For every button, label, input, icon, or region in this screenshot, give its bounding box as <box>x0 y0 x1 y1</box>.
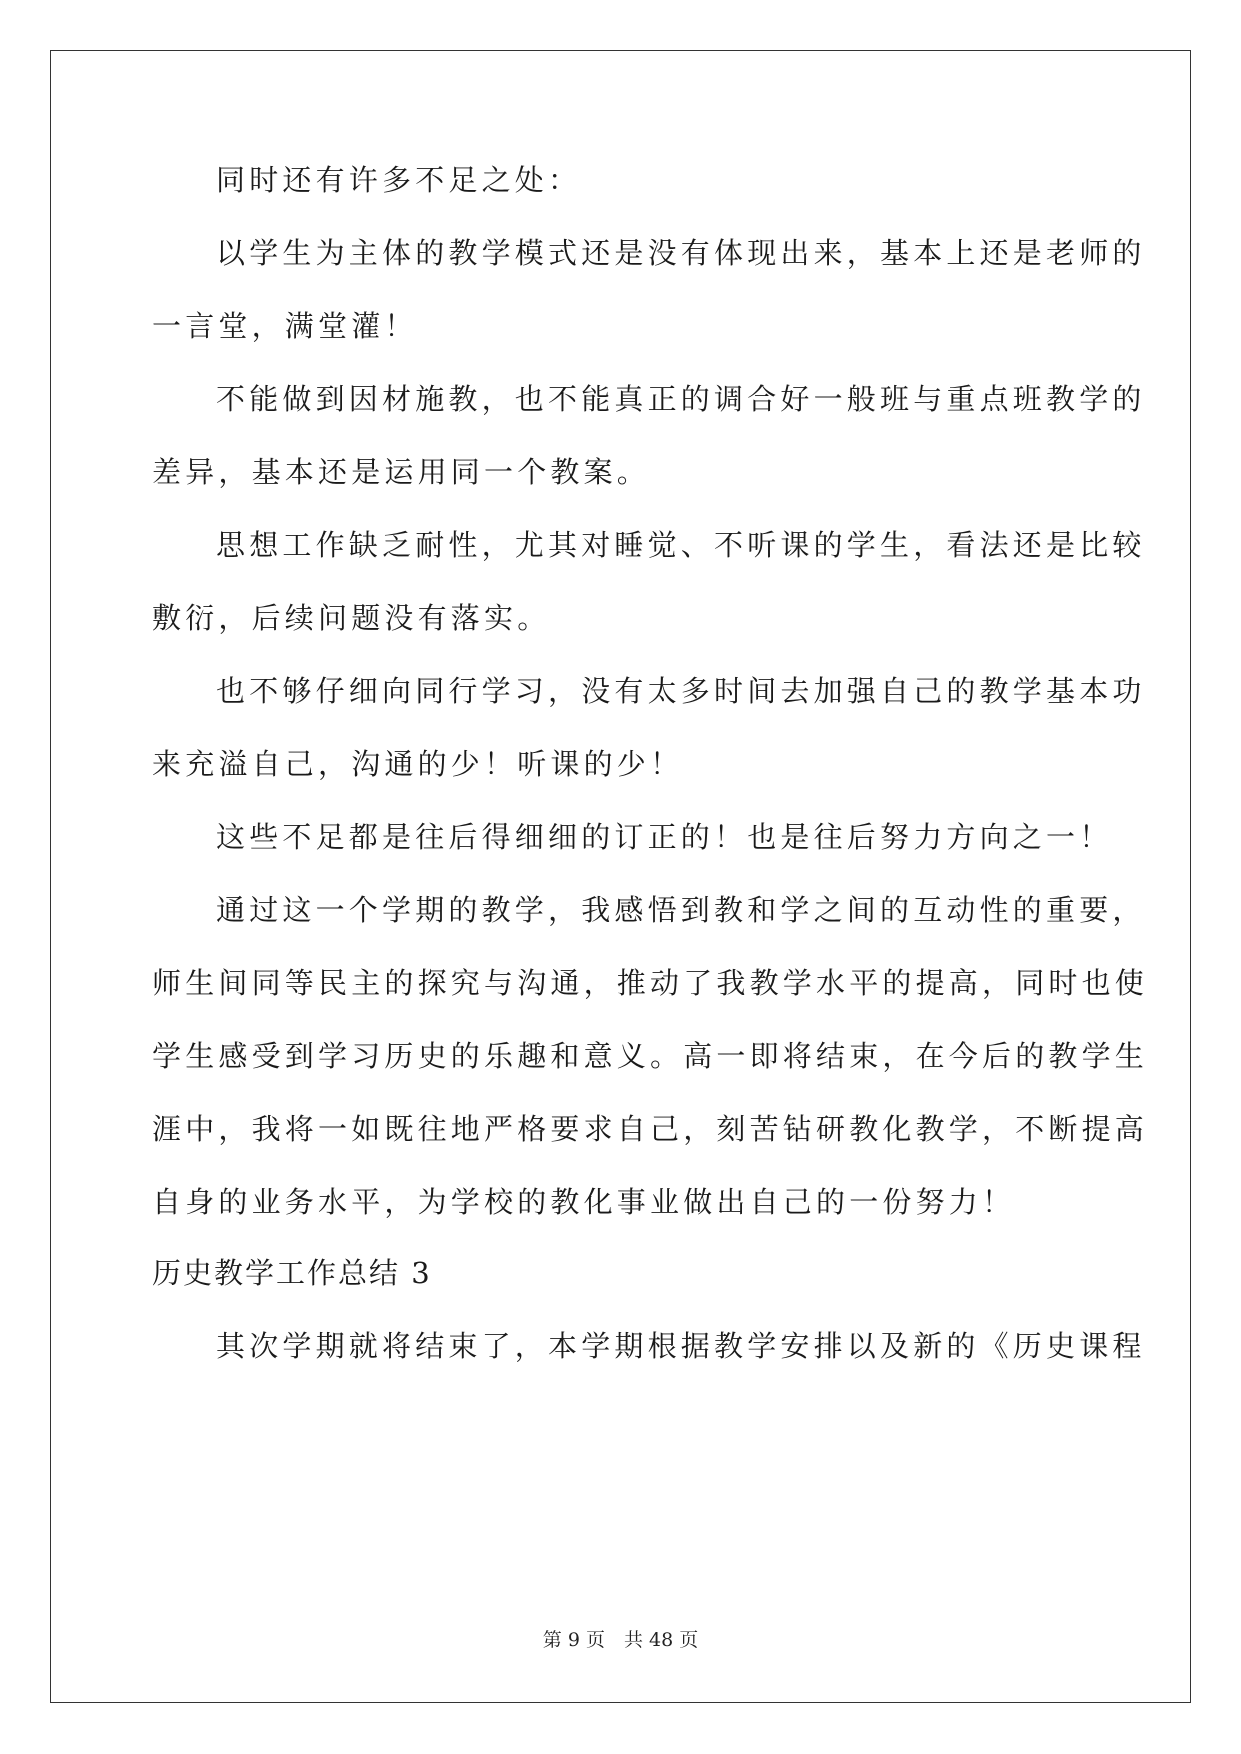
text-line: 自身的业务水平，为学校的教化事业做出自己的一份努力！ <box>152 1185 1016 1219</box>
text-line: 思想工作缺乏耐性，尤其对睡觉、不听课的学生，看法还是比较 <box>216 528 1146 562</box>
page-border <box>50 50 1191 1703</box>
text-line: 一言堂，满堂灌！ <box>152 309 418 343</box>
page-footer: 第 9 页 共 48 页 <box>542 1629 699 1651</box>
section-heading: 历史教学工作总结 3 <box>152 1256 432 1290</box>
text-line: 这些不足都是往后得细细的订正的！也是往后努力方向之一！ <box>216 820 1113 854</box>
text-line: 也不够仔细向同行学习，没有太多时间去加强自己的教学基本功 <box>216 674 1146 708</box>
text-line: 差异，基本还是运用同一个教案。 <box>152 455 651 489</box>
text-line: 来充溢自己，沟通的少！听课的少！ <box>152 747 684 781</box>
text-line: 以学生为主体的教学模式还是没有体现出来，基本上还是老师的 <box>216 236 1146 270</box>
text-line: 师生间同等民主的探究与沟通，推动了我教学水平的提高，同时也使 <box>152 966 1149 1000</box>
text-line: 同时还有许多不足之处： <box>216 163 582 197</box>
text-line: 通过这一个学期的教学，我感悟到教和学之间的互动性的重要， <box>216 893 1146 927</box>
text-line: 不能做到因材施教，也不能真正的调合好一般班与重点班教学的 <box>216 382 1146 416</box>
text-line: 学生感受到学习历史的乐趣和意义。高一即将结束，在今后的教学生 <box>152 1039 1149 1073</box>
text-line: 其次学期就将结束了，本学期根据教学安排以及新的《历史课程 <box>216 1329 1146 1363</box>
text-line: 敷衍，后续问题没有落实。 <box>152 601 551 635</box>
text-line: 涯中，我将一如既往地严格要求自己，刻苦钻研教化教学，不断提高 <box>152 1112 1149 1146</box>
